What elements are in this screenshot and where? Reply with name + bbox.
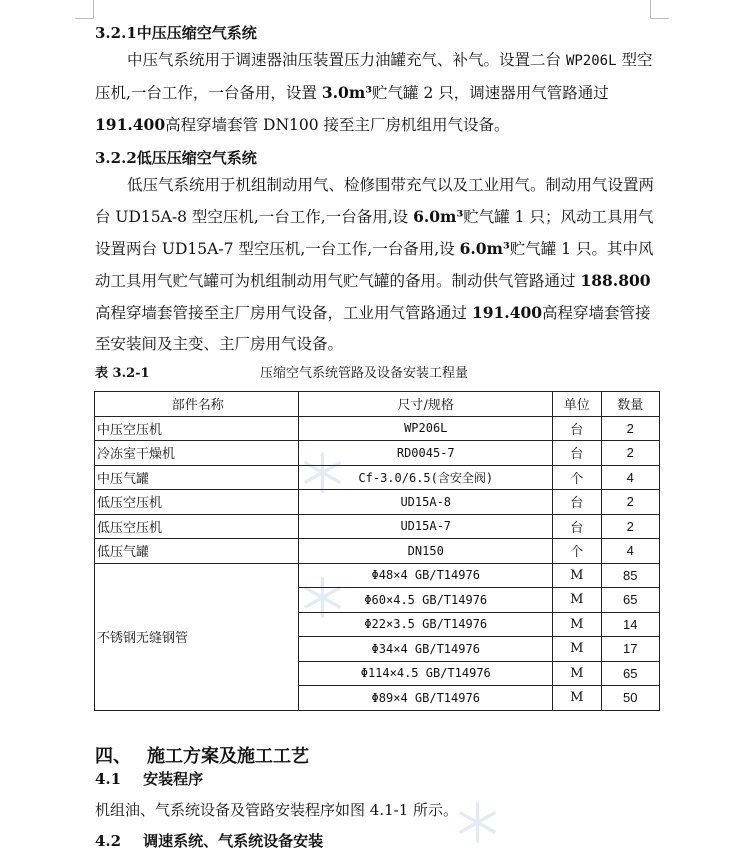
table-row	[95, 441, 660, 466]
heading-4-2	[95, 830, 323, 851]
paragraph-3-2-1: 中压气系统用于调速器油压装置压力油罐充气、补气。设置二台 WP206L 型空压机,一台工作，一台备用，设置 3.0m³贮气罐 2 只，调速器用气管路通过 191.400高程穿墙套管 DN100 接至主厂房机组用气设备。	[95, 51, 653, 134]
page-corner-mark-left	[75, 0, 94, 19]
cell-unit: 个	[553, 465, 602, 490]
cell-qty: 2	[601, 441, 659, 466]
cell-qty: 2	[601, 416, 659, 441]
cell-spec: Φ22×3.5 GB/T14976	[299, 612, 553, 637]
cell-unit: 台	[553, 490, 602, 515]
cell-spec: Φ48×4 GB/T14976	[299, 563, 553, 588]
cell-qty: 4	[601, 465, 659, 490]
cell-unit: M	[553, 563, 602, 588]
cell-spec: Φ114×4.5 GB/T14976	[299, 661, 553, 686]
cell-spec: UD15A-8	[299, 490, 553, 515]
cell-unit: M	[553, 661, 602, 686]
heading-4-2-title: 调速系统、气系统设备安装	[143, 832, 324, 850]
cell-spec: UD15A-7	[299, 514, 553, 539]
table-caption	[95, 362, 469, 381]
cell-spec: WP206L	[299, 416, 553, 441]
col-header-qty: 数量	[601, 392, 659, 417]
page-corner-mark-right	[650, 0, 669, 19]
cell-spec: DN150	[299, 539, 553, 564]
cell-spec: Cf-3.0/6.5(含安全阀)	[299, 465, 553, 490]
heading-4-2-number: 4.2	[95, 832, 122, 850]
table-row	[95, 490, 660, 515]
cell-unit: M	[553, 612, 602, 637]
col-header-spec: 尺寸/规格	[299, 392, 553, 417]
heading-4-1-number: 4.1	[95, 770, 122, 788]
cell-qty: 50	[601, 686, 659, 711]
col-header-name: 部件名称	[95, 392, 299, 417]
cell-qty: 65	[601, 661, 659, 686]
section-4-title: 施工方案及施工工艺	[147, 746, 309, 767]
table-row	[95, 416, 660, 441]
paragraph-4-1: 机组油、气系统设备及管路安装程序如图 4.1-1 所示。	[95, 801, 459, 819]
heading-3-2-2: 3.2.2低压压缩空气系统	[95, 149, 257, 167]
heading-4-1	[95, 768, 203, 789]
cell-qty: 4	[601, 539, 659, 564]
cell-unit: M	[553, 637, 602, 662]
cell-spec: Φ60×4.5 GB/T14976	[299, 588, 553, 613]
cell-pipe-name: 不锈钢无缝钢管	[95, 563, 299, 710]
cell-name: 低压气罐	[95, 539, 299, 564]
table-title: 压缩空气系统管路及设备安装工程量	[260, 366, 469, 381]
cell-qty: 14	[601, 612, 659, 637]
table-header-row	[95, 392, 660, 417]
cell-spec: Φ89×4 GB/T14976	[299, 686, 553, 711]
cell-qty: 2	[601, 514, 659, 539]
table-label: 表 3.2-1	[95, 366, 150, 381]
cell-name: 中压空压机	[95, 416, 299, 441]
cell-qty: 17	[601, 637, 659, 662]
cell-unit: 个	[553, 539, 602, 564]
equipment-table	[94, 391, 660, 711]
cell-name: 冷冻室干燥机	[95, 441, 299, 466]
watermark-icon	[455, 800, 500, 845]
table-row	[95, 514, 660, 539]
cell-unit: M	[553, 588, 602, 613]
cell-unit: 台	[553, 514, 602, 539]
cell-unit: 台	[553, 441, 602, 466]
cell-name: 低压空压机	[95, 490, 299, 515]
paragraph-3-2-2: 低压气系统用于机组制动用气、检修围带充气以及工业用气。制动用气设置两台 UD15A-8 型空压机,一台工作,一台备用,设 6.0m³贮气罐 1 只；风动工具用气设置两台 UD15A-7 型空压机,一台工作,一台备用,设 6.0m³贮气罐 1 只。其中风动工具用气贮气罐可为机组制动用气贮气罐的备用。制动供气管路通过 188.800高程穿墙套管接至主厂房用气设备，工业用气管路通过 191.400高程穿墙套管接至安装间及主变、主厂房用气设备。	[95, 176, 655, 353]
cell-qty: 85	[601, 563, 659, 588]
heading-3-2-1: 3.2.1中压压缩空气系统	[95, 24, 257, 42]
table-row	[95, 563, 660, 588]
cell-qty: 2	[601, 490, 659, 515]
cell-unit: 台	[553, 416, 602, 441]
section-4-number: 四、	[95, 746, 131, 767]
cell-spec: RD0045-7	[299, 441, 553, 466]
heading-4-1-title: 安装程序	[143, 770, 204, 788]
cell-unit: M	[553, 686, 602, 711]
table-row	[95, 539, 660, 564]
cell-spec: Φ34×4 GB/T14976	[299, 637, 553, 662]
cell-name: 低压空压机	[95, 514, 299, 539]
col-header-unit: 单位	[553, 392, 602, 417]
heading-section-4	[95, 742, 309, 768]
cell-qty: 65	[601, 588, 659, 613]
table-row	[95, 465, 660, 490]
cell-name: 中压气罐	[95, 465, 299, 490]
